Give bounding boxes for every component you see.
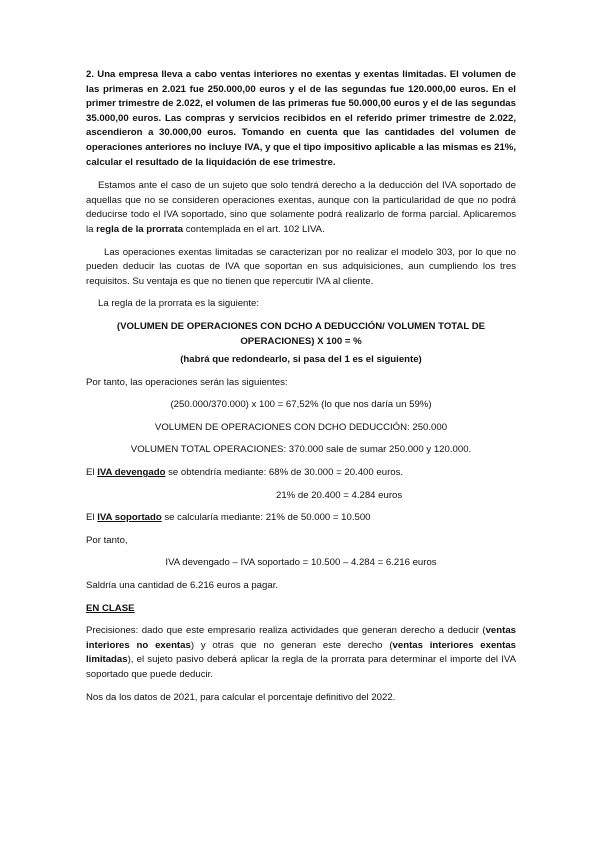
calc-volume-total: VOLUMEN TOTAL OPERACIONES: 370.000 sale de sumar 250.000 y 120.000. xyxy=(130,444,472,456)
exercise-number: 2. xyxy=(86,69,95,80)
result-text: Saldría una cantidad de 6.216 euros a pagar. xyxy=(86,580,279,592)
text-fragment: ) y otras que no generan este derecho ( xyxy=(190,639,393,651)
highlight-regla: regla de la prorrata xyxy=(96,223,184,235)
statement-fragment: . En el primer trimestre de xyxy=(86,83,516,110)
text-fragment: se obtendría mediante: 68% de 30.000 = 20.400 euros. xyxy=(165,467,404,479)
statement-fragment: 2.021 xyxy=(161,83,186,95)
text-fragment: Precisiones: dado que este empresario realiza actividades que generan derecho a deducir ( xyxy=(86,625,486,637)
statement-fragment: euros. Tomando en cuenta que las cantidades del volumen de operaciones anteriores no incluye IVA, y que el tipo impositivo aplicable a las mismas es xyxy=(86,127,516,153)
statement-fragment: Una empresa lleva a cabo ventas interiores no exentas y exentas limitadas. El volumen de las primeras en xyxy=(86,69,516,95)
paragraph-regla: La regla de la prorrata es la siguiente: xyxy=(98,298,260,310)
calc-percentage: (250.000/370.000) x 100 = 67,52% (lo que nos daría un 59%) xyxy=(170,399,432,411)
iva-devengado-line xyxy=(86,466,516,481)
statement-fragment: 2.022 xyxy=(489,112,514,124)
paragraph-text: Estamos ante el caso de un sujeto que solo tendrá derecho a la deducción del IVA soportado de aquellas que no se consideren operaciones exentas, aunque con la particularidad de que no podrá deducirse todo el IVA soportado, sino que solamente podrá realizarlo de forma parcial. Aplicaremos la xyxy=(86,180,516,235)
iva-soportado-term: IVA soportado xyxy=(97,512,162,524)
result-equation: IVA devengado – IVA soportado = 10.500 – 4.284 = 6.216 euros xyxy=(165,557,437,569)
highlight-no-exentas: ventas interiores no exentas xyxy=(86,625,516,651)
statement-fragment: , calcular el resultado de la liquidación de ese trimestre. xyxy=(86,141,516,168)
statement-fragment: 50.000,00 xyxy=(348,98,392,110)
highlight-exentas-limitadas: ventas interiores exentas limitadas xyxy=(86,639,517,666)
por-tanto: Por tanto, xyxy=(86,534,128,546)
statement-fragment: 120.000,00 euros xyxy=(407,83,486,95)
text-fragment: se calcularía mediante: 21% de 50.000 = 10.500 xyxy=(161,512,371,524)
iva-soportado-line xyxy=(86,511,516,526)
prorrata-formula: (VOLUMEN DE OPERACIONES CON DCHO A DEDUCCIÓN/ VOLUMEN TOTAL DE OPERACIONES) X 100 = % xyxy=(116,320,486,347)
paragraph-exentas: Las operaciones exentas limitadas se caracterizan por no realizar el modelo 303, por lo que no pueden deducir las cuotas de IVA que soportan en sus adquisiciones, aun cumpliendo los tres requisitos. Su ventaja es que no tienen que repercutir IVA al cliente. xyxy=(86,246,516,287)
statement-fragment: 30.000,00 xyxy=(159,127,202,139)
statement-fragment: 35.000,00 xyxy=(86,112,129,124)
text-fragment: ), el sujeto pasivo deberá aplicar la regla de la prorrata para determinar el importe del IVA soportado que puede deducir. xyxy=(86,654,516,680)
statement-fragment: 21% xyxy=(494,141,514,153)
paragraph-precisiones xyxy=(86,624,516,682)
formula-note: (habrá que redondearlo, si pasa del 1 es el siguiente) xyxy=(180,354,422,366)
statement-fragment: , el volumen de las primeras fue xyxy=(200,98,349,110)
statement-fragment: , ascendieron a xyxy=(86,112,516,139)
statement-fragment: 2.022 xyxy=(176,98,201,110)
section-en-clase: EN CLASE xyxy=(86,602,135,614)
operations-intro: Por tanto, las operaciones serán las siguientes: xyxy=(86,376,288,388)
statement-fragment: euros. Las compras y servicios recibidos en el referido primer trimestre de xyxy=(128,112,490,124)
statement-fragment: 250.000,00 xyxy=(207,83,256,95)
statement-fragment: euros y el de las segundas xyxy=(391,98,516,110)
paragraph-final: Nos da los datos de 2021, para calcular el porcentaje definitivo del 2022. xyxy=(86,691,396,703)
exercise-statement xyxy=(86,68,516,170)
paragraph-tail: contemplada en el art. 102 LIVA. xyxy=(183,223,325,235)
calc-volume-deduction: VOLUMEN DE OPERACIONES CON DCHO DEDUCCIÓN: 250.000 xyxy=(154,421,448,433)
text-fragment: El xyxy=(86,512,98,524)
iva-devengado-result: 21% de 20.400 = 4.284 euros xyxy=(276,489,403,501)
document-page xyxy=(86,68,516,705)
paragraph-prorrata-intro xyxy=(86,179,516,237)
statement-fragment: fue xyxy=(186,83,208,95)
iva-devengado-term: IVA devengado xyxy=(97,467,166,479)
text-fragment: El xyxy=(86,467,98,479)
statement-fragment: euros y el de las segundas fue xyxy=(255,83,408,95)
exercise-text xyxy=(86,69,516,168)
